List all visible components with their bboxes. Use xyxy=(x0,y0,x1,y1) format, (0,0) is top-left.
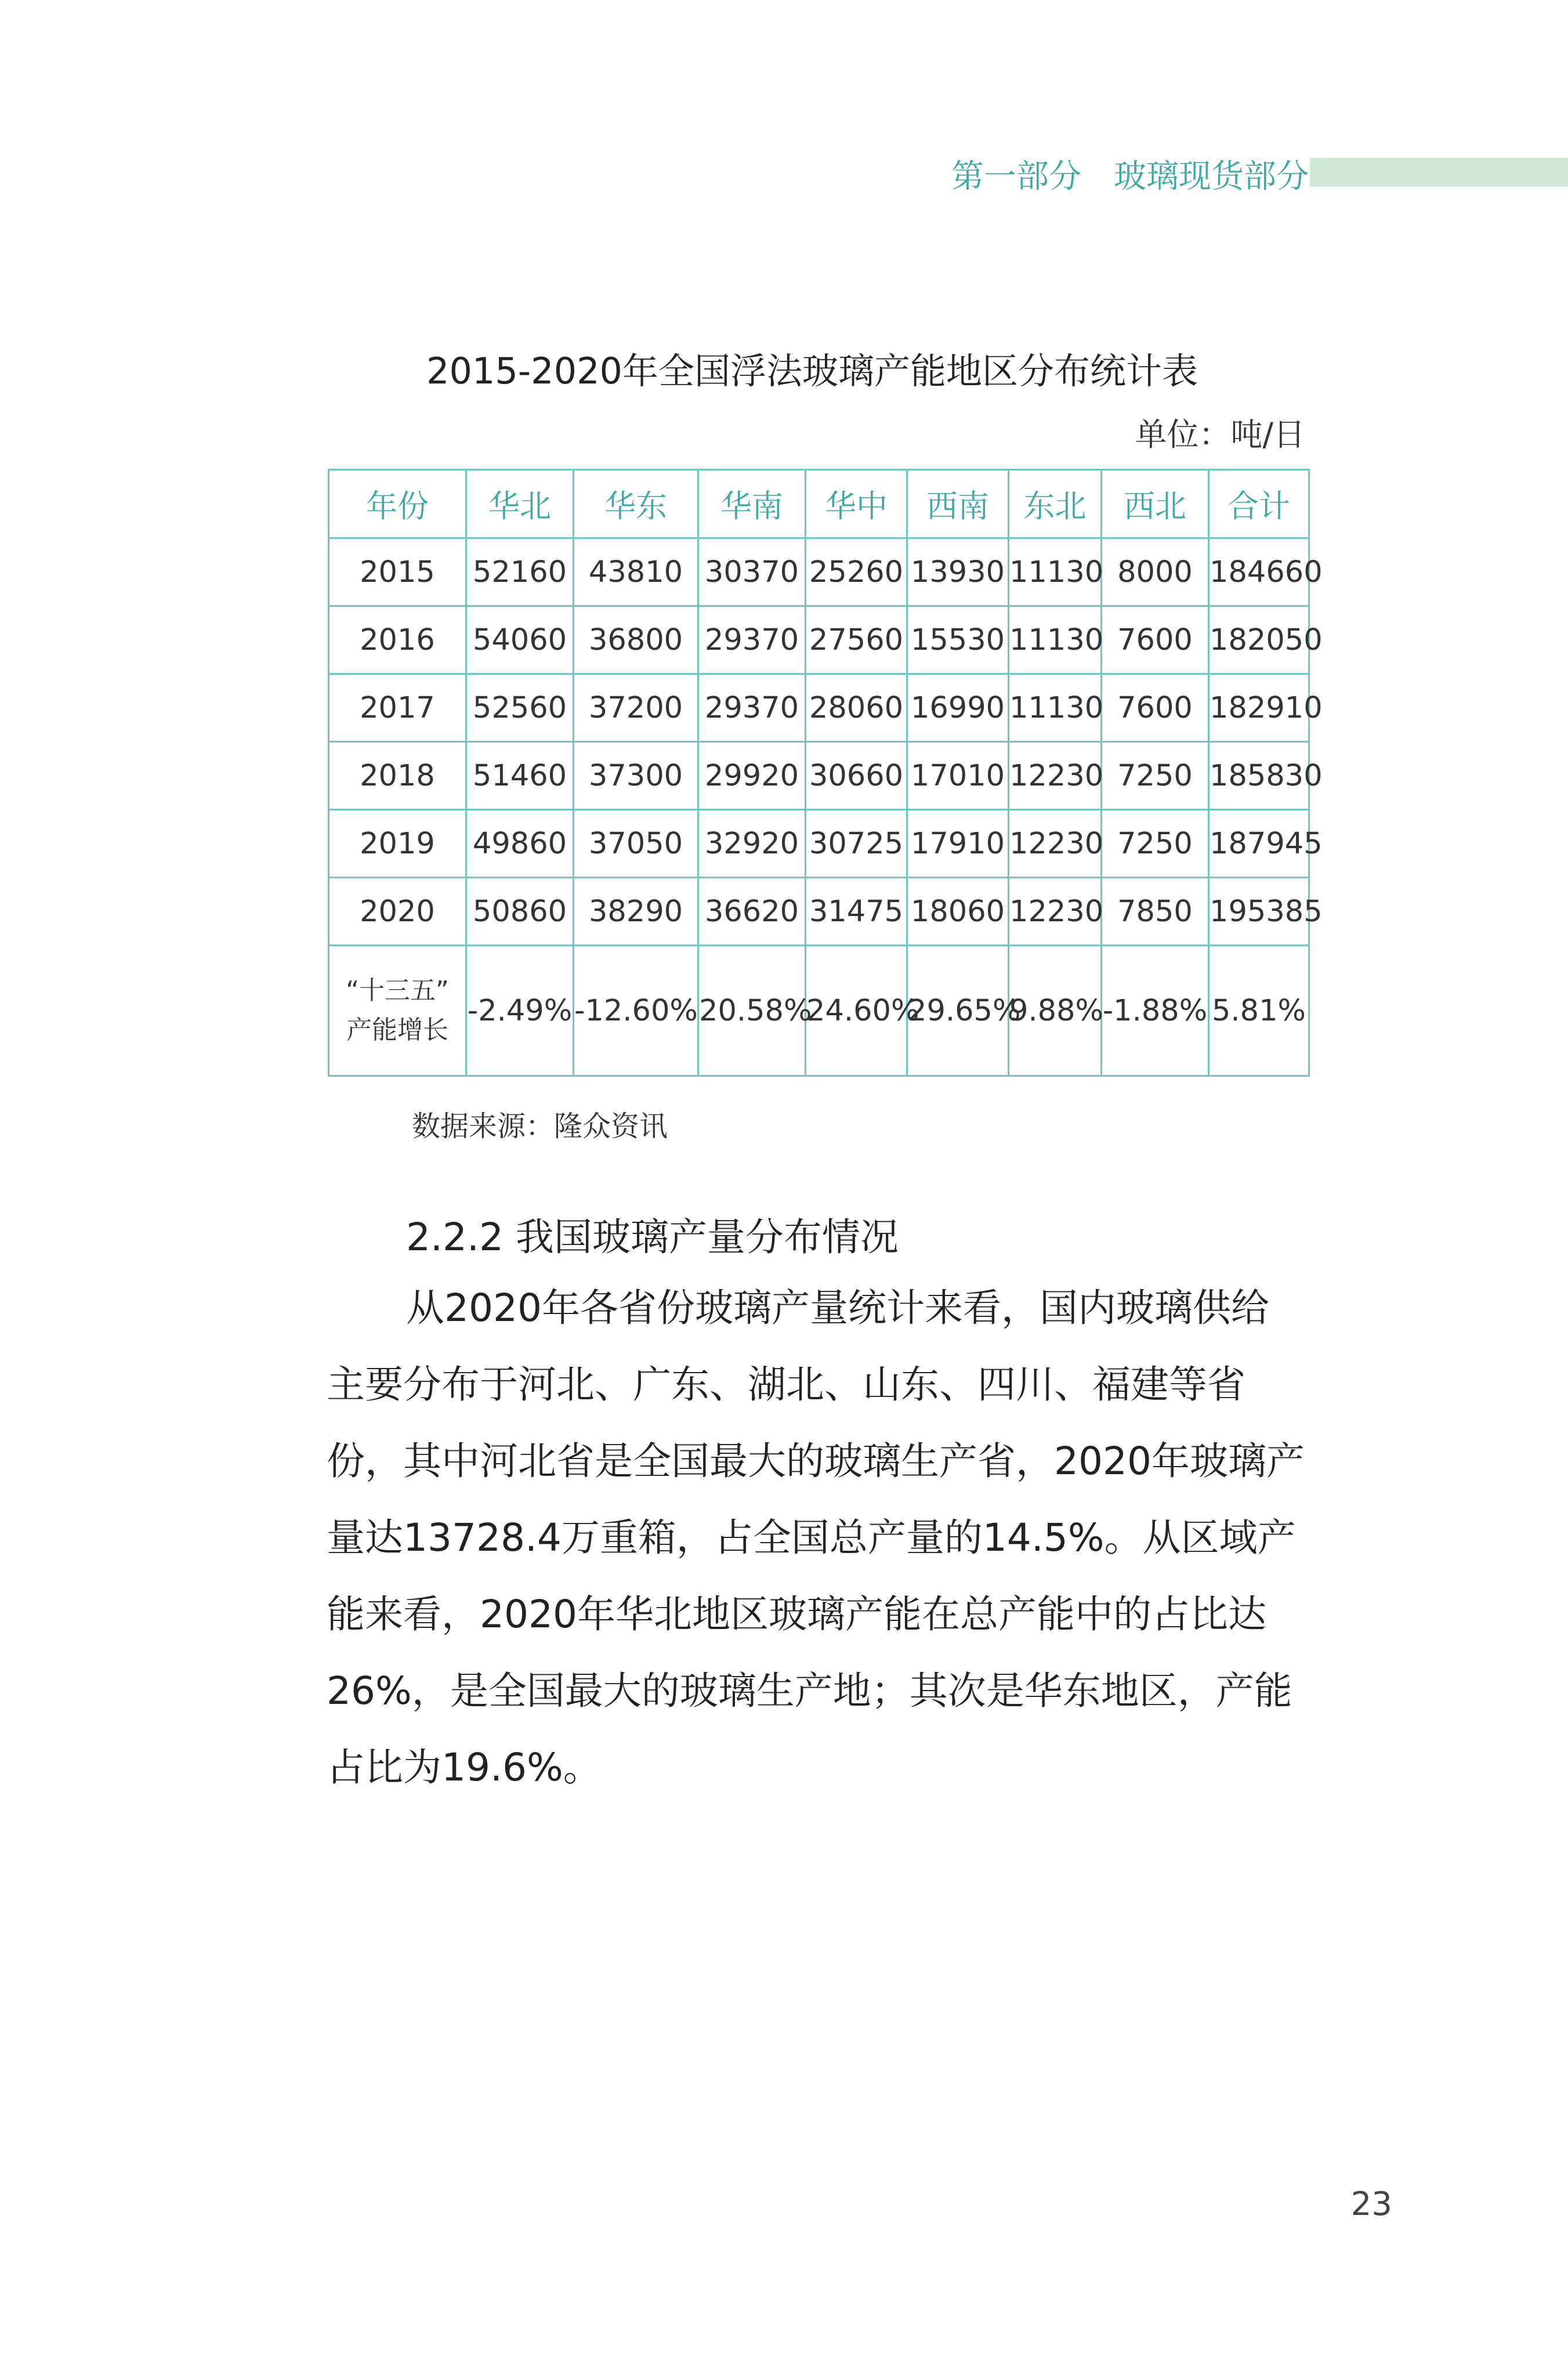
table-cell: 52160 xyxy=(466,538,574,606)
table-cell: 38290 xyxy=(574,878,698,946)
growth-cell: 5.81% xyxy=(1209,946,1309,1076)
table-cell: 50860 xyxy=(466,878,574,946)
table-cell: 12230 xyxy=(1009,878,1102,946)
table-cell: 43810 xyxy=(574,538,698,606)
table-row xyxy=(329,742,1309,810)
header-cell-xinan: 西南 xyxy=(907,470,1009,538)
header-cell-year: 年份 xyxy=(329,470,466,538)
paragraph-line: 占比为19.6%。 xyxy=(327,1745,602,1790)
header-cell-total: 合计 xyxy=(1209,470,1309,538)
table-cell: 30725 xyxy=(806,810,907,878)
table-cell: 12230 xyxy=(1009,742,1102,810)
table-cell: 25260 xyxy=(806,538,907,606)
table-cell: 7250 xyxy=(1102,742,1209,810)
paragraph-line: 26%，是全国最大的玻璃生产地；其次是华东地区，产能 xyxy=(327,1669,1292,1713)
growth-cell: -1.88% xyxy=(1102,946,1209,1076)
table-cell: 7600 xyxy=(1102,674,1209,742)
paragraph-line: 主要分布于河北、广东、湖北、山东、四川、福建等省 xyxy=(327,1362,1245,1407)
table-title: 2015-2020年全国浮法玻璃产能地区分布统计表 xyxy=(426,350,1198,392)
table-cell: 30370 xyxy=(698,538,806,606)
table-cell: 12230 xyxy=(1009,810,1102,878)
table-cell: 18060 xyxy=(907,878,1009,946)
table-cell: 37300 xyxy=(574,742,698,810)
table-cell: 2017 xyxy=(329,674,466,742)
table-cell: 2018 xyxy=(329,742,466,810)
table-cell: 2020 xyxy=(329,878,466,946)
table-cell: 185830 xyxy=(1209,742,1309,810)
growth-label-line2: 产能增长 xyxy=(346,1015,448,1045)
table-row xyxy=(329,674,1309,742)
growth-row-label xyxy=(329,946,466,1076)
table-cell: 17010 xyxy=(907,742,1009,810)
header-cell-xibei: 西北 xyxy=(1102,470,1209,538)
table-cell: 37200 xyxy=(574,674,698,742)
paragraph-line: 从2020年各省份玻璃产量统计来看，国内玻璃供给 xyxy=(406,1286,1269,1330)
table-cell: 15530 xyxy=(907,606,1009,674)
table-row xyxy=(329,878,1309,946)
growth-label-line1: “十三五” xyxy=(346,976,449,1005)
paragraph-line: 份，其中河北省是全国最大的玻璃生产省，2020年玻璃产 xyxy=(327,1439,1305,1483)
table-header-row xyxy=(329,470,1309,538)
header-accent-bar xyxy=(1310,158,1568,187)
table-cell: 184660 xyxy=(1209,538,1309,606)
page-number: 23 xyxy=(1350,2185,1392,2223)
table-cell: 37050 xyxy=(574,810,698,878)
table-cell: 2015 xyxy=(329,538,466,606)
table-cell: 31475 xyxy=(806,878,907,946)
section-heading: 2.2.2 我国玻璃产量分布情况 xyxy=(406,1215,899,1259)
table-cell: 11130 xyxy=(1009,538,1102,606)
table-cell: 182910 xyxy=(1209,674,1309,742)
growth-cell: 29.65% xyxy=(907,946,1009,1076)
capacity-table xyxy=(328,469,1323,1077)
table-cell: 182050 xyxy=(1209,606,1309,674)
header-cell-huabei: 华北 xyxy=(466,470,574,538)
table-cell: 36620 xyxy=(698,878,806,946)
table-cell: 30660 xyxy=(806,742,907,810)
growth-cell: 24.60% xyxy=(806,946,907,1076)
table-cell: 7850 xyxy=(1102,878,1209,946)
table-row xyxy=(329,606,1309,674)
running-header-title: 第一部分 玻璃现货部分 xyxy=(951,158,1309,196)
paragraph-line: 量达13728.4万重箱，占全国总产量的14.5%。从区域产 xyxy=(327,1515,1296,1560)
table-cell: 2016 xyxy=(329,606,466,674)
table-cell: 49860 xyxy=(466,810,574,878)
header-cell-dongbei: 东北 xyxy=(1009,470,1102,538)
table-row xyxy=(329,538,1309,606)
table-cell: 7250 xyxy=(1102,810,1209,878)
header-cell-huadong: 华东 xyxy=(574,470,698,538)
table-cell: 29370 xyxy=(698,606,806,674)
growth-cell: -2.49% xyxy=(466,946,574,1076)
table-cell: 29920 xyxy=(698,742,806,810)
table-cell: 32920 xyxy=(698,810,806,878)
table-cell: 11130 xyxy=(1009,674,1102,742)
table-cell: 195385 xyxy=(1209,878,1309,946)
table-cell: 8000 xyxy=(1102,538,1209,606)
table-cell: 54060 xyxy=(466,606,574,674)
table-cell: 27560 xyxy=(806,606,907,674)
table-cell: 28060 xyxy=(806,674,907,742)
growth-cell: 20.58% xyxy=(698,946,806,1076)
unit-label: 单位：吨/日 xyxy=(1135,416,1305,453)
header-cell-huanan: 华南 xyxy=(698,470,806,538)
growth-cell: -12.60% xyxy=(574,946,698,1076)
table-cell: 187945 xyxy=(1209,810,1309,878)
table-cell: 51460 xyxy=(466,742,574,810)
table-cell: 2019 xyxy=(329,810,466,878)
header-cell-huazhong: 华中 xyxy=(806,470,907,538)
paragraph-line: 能来看，2020年华北地区玻璃产能在总产能中的占比达 xyxy=(327,1592,1266,1637)
growth-cell: 9.88% xyxy=(1009,946,1102,1076)
table-cell: 13930 xyxy=(907,538,1009,606)
table-cell: 16990 xyxy=(907,674,1009,742)
data-source-note: 数据来源：隆众资讯 xyxy=(412,1110,668,1143)
table-cell: 17910 xyxy=(907,810,1009,878)
table-cell: 11130 xyxy=(1009,606,1102,674)
growth-row xyxy=(329,946,1309,1076)
table-row xyxy=(329,810,1309,878)
table-cell: 7600 xyxy=(1102,606,1209,674)
table-cell: 36800 xyxy=(574,606,698,674)
table-cell: 29370 xyxy=(698,674,806,742)
table-cell: 52560 xyxy=(466,674,574,742)
